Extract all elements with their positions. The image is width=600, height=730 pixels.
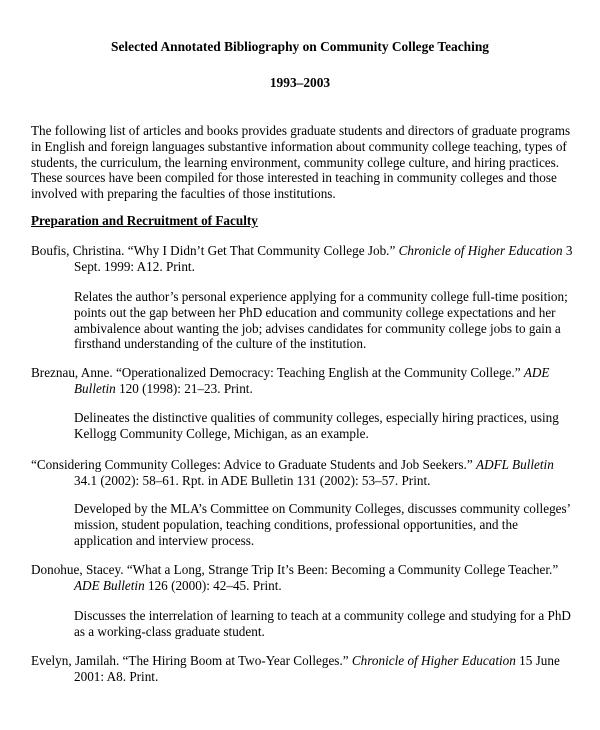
citation-journal: ADE Bulletin xyxy=(74,577,145,593)
citation-evelyn xyxy=(31,653,579,685)
citation-considering xyxy=(31,457,579,489)
document-years: 1993–2003 xyxy=(269,75,331,90)
citation-breznau xyxy=(31,365,579,397)
citation-text: Boufis, Christina. “Why I Didn’t Get That Community College Job.” xyxy=(31,243,399,258)
document-title: Selected Annotated Bibliography on Community College Teaching xyxy=(111,39,489,54)
citation-journal: ADFL Bulletin xyxy=(476,457,554,472)
citation-details: 120 (1998): 21–23. Print. xyxy=(115,380,253,396)
citation-text: Breznau, Anne. “Operationalized Democracy: Teaching English at the Community College.” xyxy=(31,365,524,380)
citation-journal: ADE Bulletin xyxy=(74,365,550,396)
intro-paragraph: The following list of articles and books provides graduate students and directors of graduate programs in English and foreign languages substantive information about community college teaching, types of students, the curriculum, the learning environment, community college culture, and hiring practices. These sources have been compiled for those interested in teaching in community colleges and those involved with preparing the faculties of those institutions. xyxy=(31,123,571,202)
citation-donohue xyxy=(31,562,579,594)
citation-text: Evelyn, Jamilah. “The Hiring Boom at Two-Year Colleges.” xyxy=(31,653,352,668)
annotation-boufis: Relates the author’s personal experience applying for a community college full-time position; points out the gap between her PhD education and community college expectations and her ambivalence about wanting the job; advises candidates for community college jobs to gain a firsthand understanding of the culture of the institution. xyxy=(74,289,568,352)
citation-details: 15 June 2001: A8. Print. xyxy=(74,653,560,684)
citation-details: 3 Sept. 1999: A12. Print. xyxy=(74,243,573,274)
citation-boufis xyxy=(31,243,579,275)
annotation-donohue: Discusses the interrelation of learning to teach at a community college and studying for a PhD as a working-class graduate student. xyxy=(74,608,571,639)
citation-journal: Chronicle of Higher Education xyxy=(351,653,516,668)
annotation-considering: Developed by the MLA’s Committee on Community Colleges, discusses community colleges’ mission, student population, teaching conditions, professional opportunities, and the application and interview process. xyxy=(74,501,571,548)
citation-text: Donohue, Stacey. “What a Long, Strange Trip It’s Been: Becoming a Community College Teacher.” xyxy=(31,562,559,577)
annotation-breznau: Delineates the distinctive qualities of community colleges, especially hiring practices, using Kellogg Community College, Michigan, as an example. xyxy=(74,410,559,441)
section-heading: Preparation and Recruitment of Faculty xyxy=(31,213,258,228)
citation-details: 34.1 (2002): 58–61. Rpt. in ADE Bulletin 131 (2002): 53–57. Print. xyxy=(74,472,431,488)
citation-details: 126 (2000): 42–45. Print. xyxy=(144,577,282,593)
citation-journal: Chronicle of Higher Education xyxy=(398,243,563,258)
citation-text: “Considering Community Colleges: Advice to Graduate Students and Job Seekers.” xyxy=(31,457,477,472)
